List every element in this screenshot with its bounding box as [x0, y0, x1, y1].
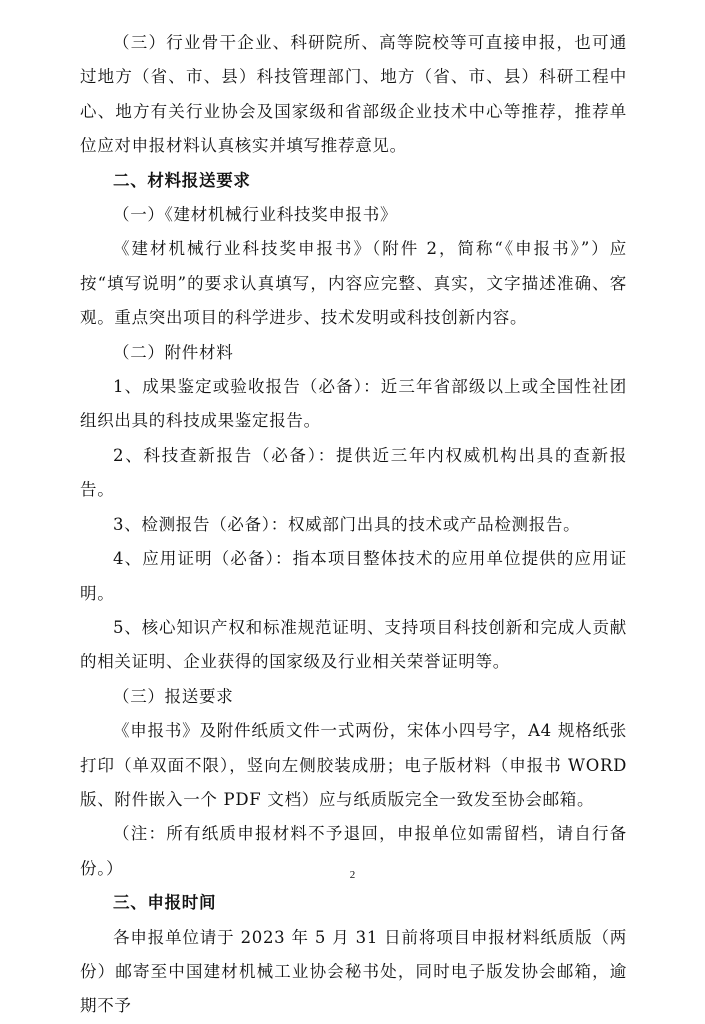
subheading-submission-requirements: （三）报送要求 — [113, 686, 234, 706]
paragraph-note: （注：所有纸质申报材料不予退回，申报单位如需留档，请自行备份。） — [80, 824, 627, 878]
list-item-ip-certificates: 5、核心知识产权和标准规范证明、支持项目科技创新和完成人贡献的相关证明、企业获得的国家级及行业相关荣誉证明等。 — [80, 617, 627, 672]
subheading-attachments: （二）附件材料 — [113, 342, 234, 362]
paragraph-submission-format: 《申报书》及附件纸质文件一式两份，宋体小四号字，A4 规格纸张打印（单双面不限），竖向左侧胶装成册；电子版材料（申报书 WORD 版、附件嵌入一个 PDF 文档）应与纸质版完全一致发至协会邮箱。 — [80, 721, 627, 809]
page-number: 2 — [349, 869, 356, 881]
list-item-novelty-search: 2、科技查新报告（必备）：提供近三年内权威机构出具的查新报告。 — [80, 445, 627, 500]
list-item-test-report: 3、检测报告（必备）：权威部门出具的技术或产品检测报告。 — [113, 514, 581, 534]
list-item-appraisal-report: 1、成果鉴定或验收报告（必备）：近三年省部级以上或全国性社团组织出具的科技成果鉴定报告。 — [80, 377, 627, 431]
paragraph-recommendation: （三）行业骨干企业、科研院所、高等院校等可直接申报，也可通过地方（省、市、县）科技管理部门、地方（省、市、县）科研工程中心、地方有关行业协会及国家级和省部级企业技术中心等推荐，推荐单位应对申报材料认真核实并填写推荐意见。 — [80, 33, 627, 156]
section-heading-application-time: 三、申报时间 — [113, 893, 217, 913]
paragraph-deadline: 各申报单位请于 2023 年 5 月 31 日前将项目申报材料纸质版（两份）邮寄至中国建材机械工业协会秘书处，同时电子版发协会邮箱，逾期不予 — [80, 927, 627, 1016]
subheading-application-form: （一）《建材机械行业科技奖申报书》 — [113, 205, 398, 225]
list-item-application-certificate: 4、应用证明（必备）：指本项目整体技术的应用单位提供的应用证明。 — [80, 549, 627, 603]
paragraph-application-form: 《建材机械行业科技奖申报书》（附件 2，简称“《申报书》”）应按“填写说明”的要求认真填写，内容应完整、真实，文字描述准确、客观。重点突出项目的科学进步、技术发明或科技创新内容。 — [80, 239, 627, 328]
section-heading-material-requirements: 二、材料报送要求 — [113, 170, 251, 190]
